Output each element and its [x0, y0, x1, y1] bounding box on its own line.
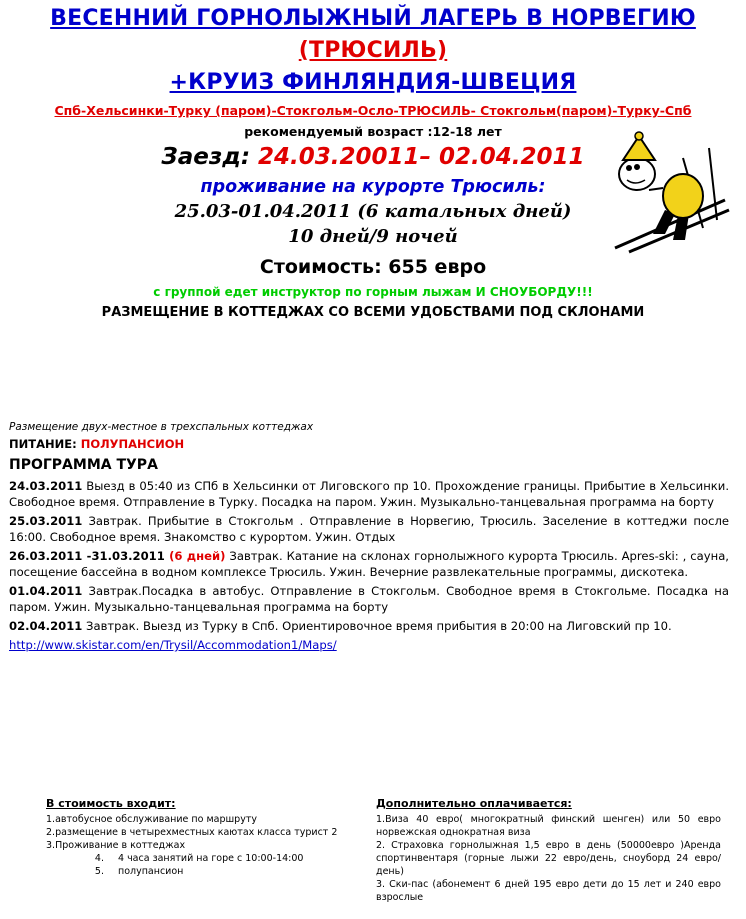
program-list	[9, 478, 729, 653]
accommodation-note: Размещение двух-местное в трехспальных коттеджах	[9, 421, 314, 433]
program-day-text: Завтрак.Посадка в автобус. Отправление в Стокгольм. Свободное время в Стокгольме. Посадка на паром. Ужин. Музыкально-танцевальная программа на борту	[9, 584, 729, 614]
instructor-note: с группой едет инструктор по горным лыжам И СНОУБОРДУ!!!	[153, 285, 593, 299]
program-day-text: Завтрак. Выезд из Турку в Спб. Ориентировочное время прибытия в 20:00 на Лиговский пр 10.	[82, 619, 672, 633]
included-heading: В стоимость входит:	[46, 797, 176, 810]
program-day	[9, 548, 729, 580]
extra-paid-item: 3. Ски-пас (абонемент 6 дней 195 евро дети до 15 лет и 240 евро взрослые	[376, 879, 721, 903]
included-item: 3.Проживание в коттеджах	[46, 840, 186, 851]
program-day-date: 24.03.2011	[9, 479, 83, 493]
program-day	[9, 583, 729, 615]
program-day-text: Выезд в 05:40 из СПб в Хельсинки от Лиговского пр 10. Прохождение границы. Прибытие в Хельсинки. Свободное время. Отправление в Турку. Посадка на паром. Ужин. Музыкально-танцевальная программа на борту	[9, 479, 729, 509]
program-day	[9, 478, 729, 510]
included-item: 1.автобусное обслуживание по маршруту	[46, 814, 257, 825]
program-day-text: Завтрак. Катание на склонах горнолыжного курорта Трюсиль. Apres-ski: , сауна, посещение бассейна в водном комплексе Трюсиль. Ужин. Вечерние развлекательные программы, дискотека.	[9, 549, 729, 579]
extra-paid-heading: Дополнительно оплачивается:	[376, 797, 572, 810]
program-day	[9, 513, 729, 545]
extra-paid-item: 1.Виза 40 евро( многократный финский шенген) или 50 евро норвежская однократная виза	[376, 814, 721, 838]
skier-illustration-icon	[605, 130, 735, 260]
stay-label: проживание на курорте Трюсиль:	[200, 177, 546, 197]
arrival-label: Заезд:	[161, 144, 251, 170]
program-day-date: 01.04.2011	[9, 584, 83, 598]
program-day-date: 02.04.2011	[9, 619, 83, 633]
title-line-1: ВЕСЕННИЙ ГОРНОЛЫЖНЫЙ ЛАГЕРЬ В НОРВЕГИЮ	[50, 6, 696, 31]
program-heading: ПРОГРАММА ТУРА	[9, 457, 158, 473]
cottages-note: РАЗМЕЩЕНИЕ В КОТТЕДЖАХ СО ВСЕМИ УДОБСТВАМИ ПОД СКЛОНАМИ	[101, 305, 645, 320]
title-line-2: (ТРЮСИЛЬ)	[298, 38, 448, 63]
price: Стоимость: 655 евро	[259, 256, 487, 278]
program-day	[9, 618, 729, 634]
age-recommendation: рекомендуемый возраст :12-18 лет	[244, 124, 502, 139]
meals-value: ПОЛУПАНСИОН	[76, 437, 185, 451]
arrival-dates: 24.03.20011– 02.04.2011	[250, 144, 585, 170]
skistar-maps-link[interactable]: http://www.skistar.com/en/Trysil/Accommodation1/Maps/	[9, 638, 337, 652]
meals-label: ПИТАНИЕ:	[9, 437, 77, 451]
duration: 10 дней/9 ночей	[288, 226, 458, 247]
included-sub-item: 4. 4 часа занятий на горе с 10:00-14:00	[94, 853, 304, 864]
extra-paid-item: 2. Страховка горнолыжная 1,5 евро в день (50000евро )Аренда спортинвентаря (горные лыжи 22 евро/день, сноуборд 24 евро/день)	[376, 840, 721, 877]
included-sub-item: 5. полупансион	[94, 866, 184, 877]
program-day-extra: (6 дней)	[164, 549, 226, 563]
ski-days: 25.03-01.04.2011 (6 катальных дней)	[174, 201, 572, 222]
included-list	[46, 813, 346, 878]
program-day-text: Завтрак. Прибытие в Стокгольм . Отправление в Норвегию, Трюсиль. Заселение в коттеджи после 16:00. Свободное время. Знакомство с курортом. Ужин. Отдых	[9, 514, 729, 544]
route: Спб-Хельсинки-Турку (паром)-Стокгольм-Осло-ТРЮСИЛЬ- Стокгольм(паром)-Турку-Спб	[54, 103, 692, 118]
program-day-date: 26.03.2011 -31.03.2011	[9, 549, 165, 563]
title-line-3: +КРУИЗ ФИНЛЯНДИЯ-ШВЕЦИЯ	[169, 70, 577, 95]
extra-paid-list	[376, 813, 721, 904]
meals-line	[9, 437, 184, 451]
included-item: 2.размещение в четырехместных каютах класса турист 2	[46, 827, 338, 838]
program-day-date: 25.03.2011	[9, 514, 83, 528]
